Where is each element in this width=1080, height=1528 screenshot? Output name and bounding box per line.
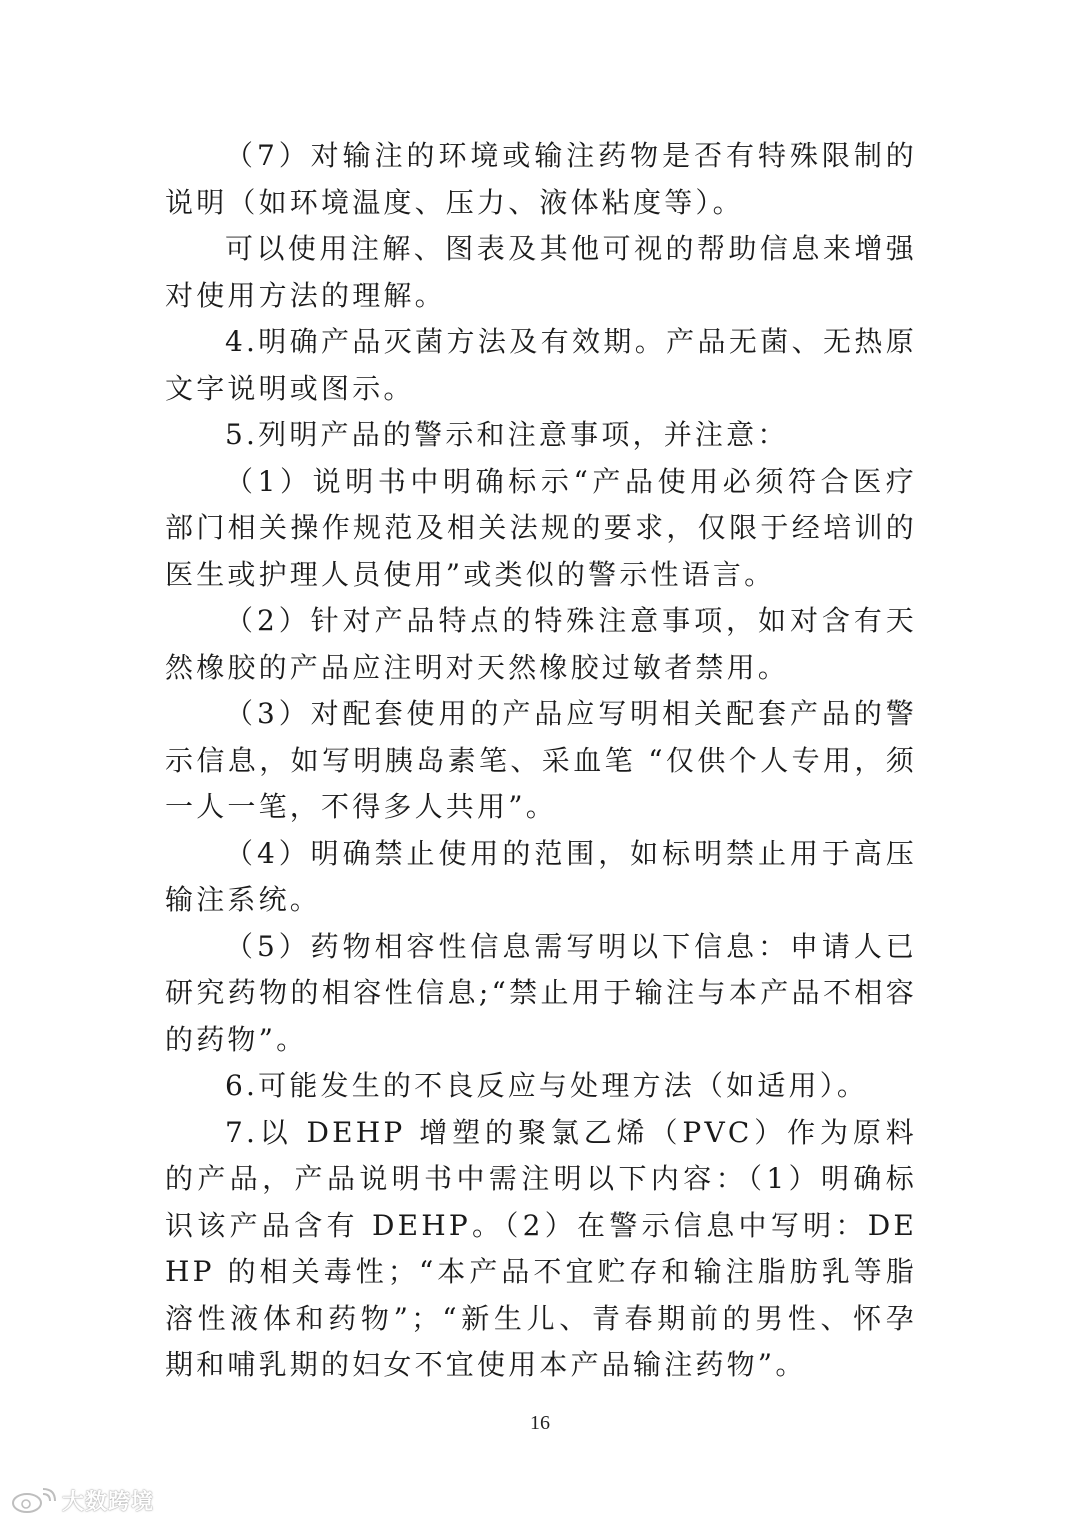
- paragraph-item-7-restrictions: （7）对输注的环境或输注药物是否有特殊限制的说明（如环境温度、压力、液体粘度等）。: [165, 139, 917, 219]
- paragraph-visual-aids: 可以使用注解、图表及其他可视的帮助信息来增强对使用方法的理解。: [165, 232, 917, 312]
- watermark-text: 大数跨境: [62, 1490, 155, 1515]
- paragraph-warning-1: （1）说明书中明确标示“产品使用必须符合医疗部门相关操作规范及相关法规的要求，仅限于经培训的医生或护理人员使用”或类似的警示性语言。: [165, 464, 917, 591]
- document-body: [165, 133, 917, 1389]
- paragraph-sterilization: 4.明确产品灭菌方法及有效期。产品无菌、无热原文字说明或图示。: [165, 325, 917, 405]
- paragraph-warning-5: （5）药物相容性信息需写明以下信息：申请人已研究药物的相容性信息;“禁止用于输注与本产品不相容的药物”。: [165, 929, 917, 1056]
- paragraph-warnings-heading: 5.列明产品的警示和注意事项，并注意：: [225, 418, 789, 451]
- paragraph-dehp: 7.以 DEHP 增塑的聚氯乙烯（PVC）作为原料的产品，产品说明书中需注明以下内容：（1）明确标识该产品含有 DEHP。（2）在警示信息中写明：DEHP 的相关毒性；“本产品不宜贮存和输注脂肪乳等脂溶性液体和药物”；“新生儿、青春期前的男性、怀孕期和哺乳期的妇女不宜使用本产品输注药物”。: [165, 1115, 917, 1381]
- weibo-logo-icon: [10, 1488, 58, 1514]
- paragraph-warning-4: （4）明确禁止使用的范围，如标明禁止用于高压输注系统。: [165, 836, 917, 916]
- watermark: [10, 1485, 154, 1516]
- paragraph-adverse-reactions: 6.可能发生的不良反应与处理方法（如适用）。: [225, 1069, 869, 1102]
- page-number: 16: [530, 1412, 550, 1434]
- paragraph-warning-2: （2）针对产品特点的特殊注意事项，如对含有天然橡胶的产品应注明对天然橡胶过敏者禁用。: [165, 604, 917, 684]
- paragraph-warning-3: （3）对配套使用的产品应写明相关配套产品的警示信息，如写明胰岛素笔、采血笔 “仅供个人专用，须一人一笔，不得多人共用”。: [165, 697, 917, 823]
